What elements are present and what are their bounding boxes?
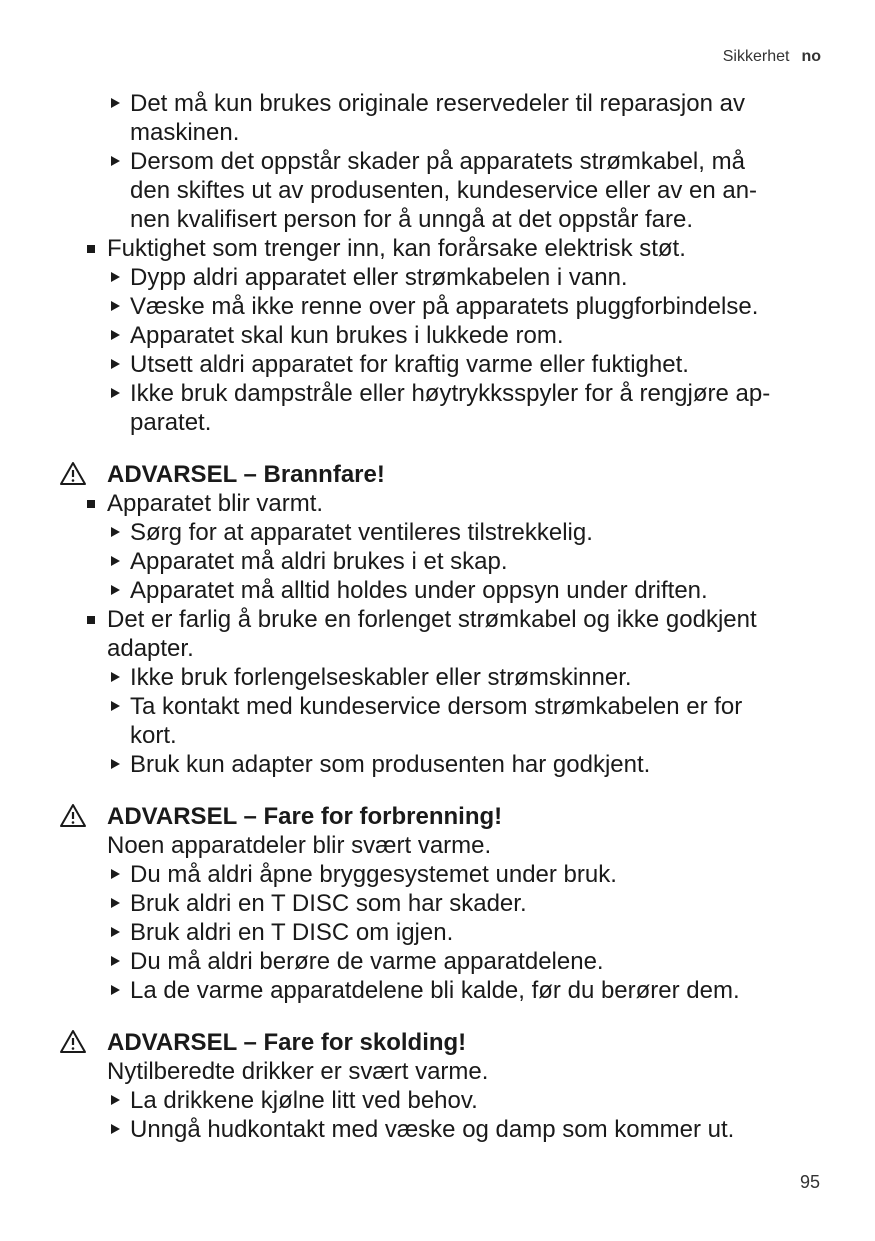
line-text: Det er farlig å bruke en forlenget strømkabel og ikke godkjent <box>107 606 757 633</box>
arrow-bullet-icon <box>111 898 120 908</box>
arrow-item <box>0 576 875 605</box>
line-text: Nytilberedte drikker er svært varme. <box>107 1058 489 1085</box>
arrow-item <box>0 292 875 321</box>
arrow-bullet-icon <box>111 359 120 369</box>
line-text: Bruk kun adapter som produsenten har godkjent. <box>130 751 651 778</box>
line-text: nen kvalifisert person for å unngå at det oppstår fare. <box>130 206 694 233</box>
line-text: den skiftes ut av produsenten, kundeservice eller av en an- <box>130 177 758 204</box>
bullet-item <box>0 234 875 263</box>
intro-text <box>0 1057 875 1086</box>
bullet-item <box>0 605 875 634</box>
arrow-bullet-icon <box>111 98 120 108</box>
line-text: Væske må ikke renne over på apparatets pluggforbindelse. <box>130 293 759 320</box>
warning-title: ADVARSEL – Fare for skolding! <box>107 1029 467 1056</box>
arrow-item <box>0 350 875 379</box>
arrow-item <box>0 976 875 1005</box>
section-title: Sikkerhet <box>722 48 790 65</box>
line-text: Ta kontakt med kundeservice dersom strømkabelen er for <box>130 693 743 720</box>
arrow-bullet-icon <box>111 956 120 966</box>
line-text: Bruk aldri en T DISC om igjen. <box>130 919 454 946</box>
arrow-item <box>0 518 875 547</box>
arrow-item <box>0 263 875 292</box>
arrow-item <box>0 379 875 408</box>
bullet-square-icon <box>87 500 95 508</box>
line-text: Dypp aldri apparatet eller strømkabelen i vann. <box>130 264 628 291</box>
line-text: Utsett aldri apparatet for kraftig varme eller fuktighet. <box>130 351 689 378</box>
warning-heading <box>0 1028 875 1057</box>
bullet-item-continuation <box>0 634 875 663</box>
arrow-bullet-icon <box>111 272 120 282</box>
line-text: kort. <box>130 722 177 749</box>
arrow-bullet-icon <box>111 388 120 398</box>
line-text: Apparatet blir varmt. <box>107 490 324 517</box>
page-number: 95 <box>799 1172 820 1192</box>
arrow-item <box>0 663 875 692</box>
arrow-bullet-icon <box>111 330 120 340</box>
arrow-item-continuation <box>0 721 875 750</box>
line-text: Ikke bruk forlengelseskabler eller strømskinner. <box>130 664 632 691</box>
language-code: no <box>801 48 821 65</box>
arrow-bullet-icon <box>111 869 120 879</box>
arrow-item <box>0 918 875 947</box>
arrow-item <box>0 147 875 176</box>
line-text: Unngå hudkontakt med væske og damp som kommer ut. <box>130 1116 735 1143</box>
line-text: Du må aldri åpne bryggesystemet under bruk. <box>130 861 617 888</box>
arrow-bullet-icon <box>111 301 120 311</box>
warning-triangle-icon <box>59 461 87 486</box>
arrow-bullet-icon <box>111 672 120 682</box>
line-text: Fuktighet som trenger inn, kan forårsake elektrisk støt. <box>107 235 686 262</box>
line-text: Bruk aldri en T DISC som har skader. <box>130 890 527 917</box>
bullet-item <box>0 489 875 518</box>
arrow-item-continuation <box>0 118 875 147</box>
line-text: Sørg for at apparatet ventileres tilstrekkelig. <box>130 519 593 546</box>
warning-heading <box>0 802 875 831</box>
arrow-item <box>0 547 875 576</box>
arrow-item-continuation <box>0 205 875 234</box>
arrow-bullet-icon <box>111 701 120 711</box>
arrow-item <box>0 750 875 779</box>
line-text: Du må aldri berøre de varme apparatdelene. <box>130 948 604 975</box>
arrow-bullet-icon <box>111 927 120 937</box>
arrow-bullet-icon <box>111 527 120 537</box>
line-text: Apparatet må alltid holdes under oppsyn under driften. <box>130 577 708 604</box>
arrow-bullet-icon <box>111 556 120 566</box>
warning-heading <box>0 460 875 489</box>
bullet-square-icon <box>87 616 95 624</box>
arrow-bullet-icon <box>111 985 120 995</box>
arrow-item <box>0 860 875 889</box>
line-text: Det må kun brukes originale reservedeler til reparasjon av <box>130 90 745 117</box>
bullet-square-icon <box>87 245 95 253</box>
arrow-item <box>0 89 875 118</box>
arrow-item-continuation <box>0 408 875 437</box>
arrow-bullet-icon <box>111 585 120 595</box>
arrow-bullet-icon <box>111 1124 120 1134</box>
line-text: maskinen. <box>130 119 240 146</box>
arrow-item <box>0 889 875 918</box>
arrow-item <box>0 692 875 721</box>
line-text: La drikkene kjølne litt ved behov. <box>130 1087 478 1114</box>
warning-triangle-icon <box>59 1029 87 1054</box>
line-text: Apparatet må aldri brukes i et skap. <box>130 548 508 575</box>
line-text: adapter. <box>107 635 194 662</box>
arrow-item-continuation <box>0 176 875 205</box>
document-body <box>0 89 875 1144</box>
line-text: Dersom det oppstår skader på apparatets strømkabel, må <box>130 148 745 175</box>
warning-title: ADVARSEL – Fare for forbrenning! <box>107 803 503 830</box>
line-text: Ikke bruk dampstråle eller høytrykksspyler for å rengjøre ap- <box>130 380 771 407</box>
arrow-item <box>0 1086 875 1115</box>
line-text: La de varme apparatdelene bli kalde, før du berører dem. <box>130 977 740 1004</box>
arrow-bullet-icon <box>111 759 120 769</box>
warning-title: ADVARSEL – Brannfare! <box>107 461 385 488</box>
intro-text <box>0 831 875 860</box>
line-text: Apparatet skal kun brukes i lukkede rom. <box>130 322 564 349</box>
arrow-bullet-icon <box>111 156 120 166</box>
page-header <box>723 48 821 66</box>
arrow-item <box>0 1115 875 1144</box>
warning-triangle-icon <box>59 803 87 828</box>
line-text: Noen apparatdeler blir svært varme. <box>107 832 492 859</box>
line-text: paratet. <box>130 409 212 436</box>
arrow-bullet-icon <box>111 1095 120 1105</box>
arrow-item <box>0 947 875 976</box>
arrow-item <box>0 321 875 350</box>
